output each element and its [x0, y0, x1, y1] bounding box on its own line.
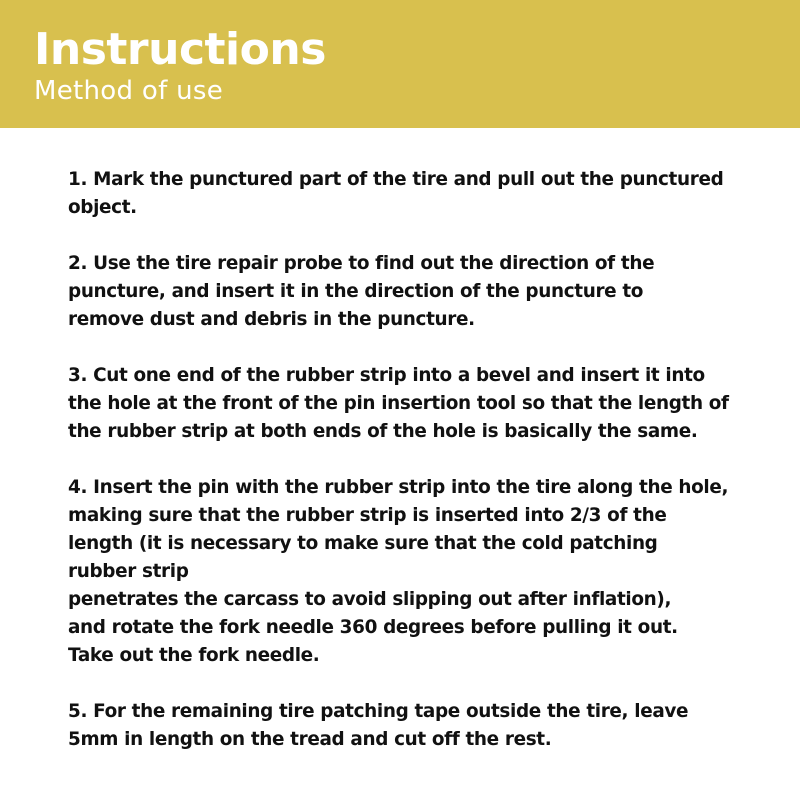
step-3: 3. Cut one end of the rubber strip into a bevel and insert it into the hole at the front of the pin insertion tool so that the length of the rubber strip at both ends of the hole is basically the same. [68, 365, 729, 442]
step-1: 1. Mark the punctured part of the tire and pull out the punctured object. [68, 169, 724, 218]
step-2: 2. Use the tire repair probe to find out the direction of the puncture, and insert it in the direction of the puncture to remove dust and debris in the puncture. [68, 253, 655, 330]
instruction-steps [68, 166, 740, 782]
step-4: 4. Insert the pin with the rubber strip into the tire along the hole, making sure that the rubber strip is inserted into 2/3 of the length (it is necessary to make sure that the cold patching rubber strip penetrates the carcass to avoid slipping out after inflation), and rotate the fork needle 360 degrees before pulling it out. Take out the fork needle. [68, 477, 729, 666]
page-title: Instructions [34, 24, 326, 75]
page-subtitle: Method of use [34, 76, 224, 106]
step-5: 5. For the remaining tire patching tape outside the tire, leave 5mm in length on the tread and cut off the rest. [68, 701, 689, 750]
header-banner [0, 0, 800, 128]
